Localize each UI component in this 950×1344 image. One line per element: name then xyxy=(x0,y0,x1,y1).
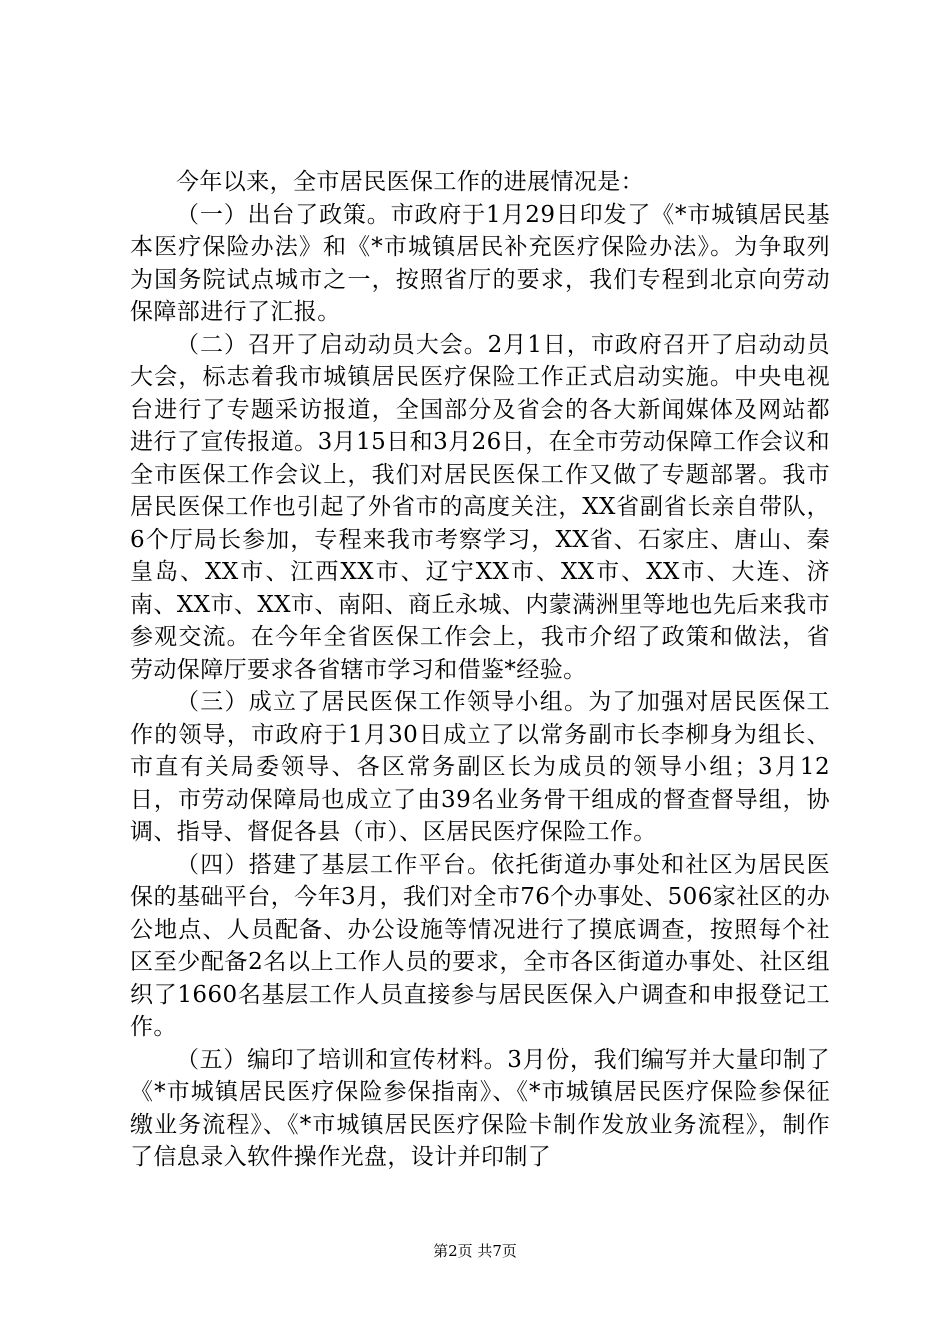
paragraph-intro: 今年以来，全市居民医保工作的进展情况是： xyxy=(176,169,644,195)
paragraph-launch-meeting: （二）召开了启动动员大会。2月1日，市政府召开了启动动员大会，标志着我市城镇居民医疗保险工作正式启动实施。中央电视台进行了专题采访报道，全国部分及省会的各大新闻媒体及网站都进行了宣传报道。3月15日和3月26日，在全市劳动保障工作会议和全市医保工作会议上，我们对居民医保工作又做了专题部署。我市居民医保工作也引起了外省市的高度关注，XX省副省长亲自带队，6个厅局长参加，专程来我市考察学习，XX省、石家庄、唐山、秦皇岛、XX市、江西XX市、辽宁XX市、XX市、XX市、大连、济南、XX市、XX市、南阳、商丘永城、内蒙满洲里等地也先后来我市参观交流。在今年全省医保工作会上，我市介绍了政策和做法，省劳动保障厅要求各省辖市学习和借鉴*经验。 xyxy=(130,331,830,683)
paragraph-grassroots-platform: （四）搭建了基层工作平台。依托街道办事处和社区为居民医保的基础平台，今年3月，我们对全市76个办事处、506家社区的办公地点、人员配备、办公设施等情况进行了摸底调查，按照每个社区至少配备2名以上工作人员的要求，全市各区街道办事处、社区组织了1660名基层工作人员直接参与居民医保入户调查和申报登记工作。 xyxy=(130,851,830,1040)
paragraph-leading-group: （三）成立了居民医保工作领导小组。为了加强对居民医保工作的领导，市政府于1月30日成立了以常务副市长李柳身为组长、市直有关局委领导、各区常务副区长为成员的领导小组；3月12日，市劳动保障局也成立了由39名业务骨干组成的督查督导组，协调、指导、督促各县（市）、区居民医疗保险工作。 xyxy=(130,689,830,845)
paragraph-training-materials: （五）编印了培训和宣传材料。3月份，我们编写并大量印制了《*市城镇居民医疗保险参保指南》、《*市城镇居民医疗保险参保征缴业务流程》、《*市城镇居民医疗保险卡制作发放业务流程》，制作了信息录入软件操作光盘，设计并印制了 xyxy=(130,1046,830,1170)
paragraph-policy: （一）出台了政策。市政府于1月29日印发了《*市城镇居民基本医疗保险办法》和《*市城镇居民补充医疗保险办法》。为争取列为国务院试点城市之一，按照省厅的要求，我们专程到北京向劳动保障部进行了汇报。 xyxy=(130,201,830,325)
page-number-footer: 第2页 共7页 xyxy=(433,1242,517,1260)
document-body xyxy=(130,166,830,1174)
